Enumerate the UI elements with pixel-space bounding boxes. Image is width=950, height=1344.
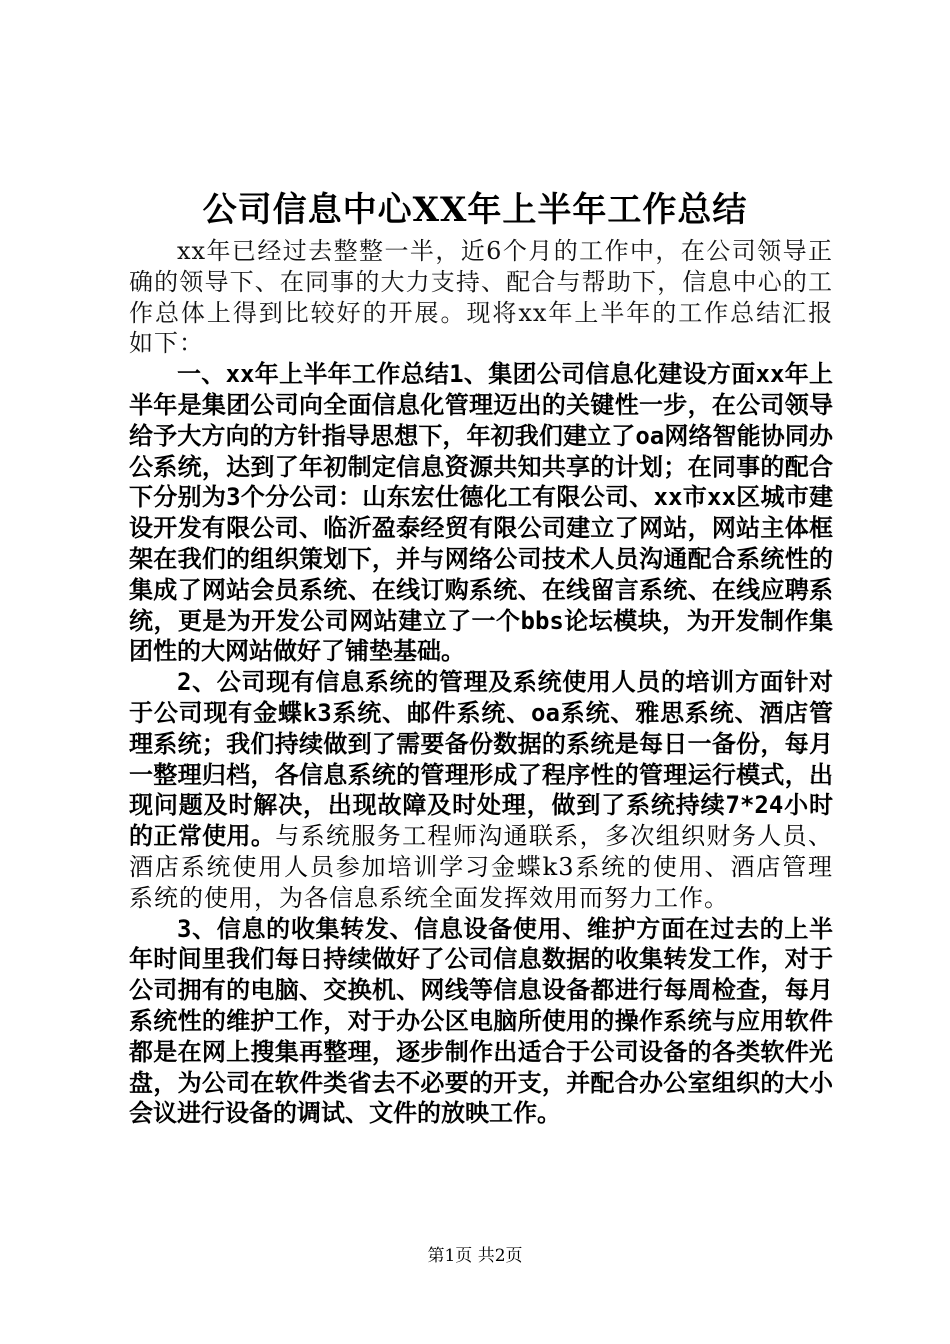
section-1-paragraph: 一、xx年上半年工作总结1、集团公司信息化建设方面xx年上半年是集团公司向全面信息化管理迈出的关键性一步，在公司领导给予大方向的方针指导思想下，年初我们建立了oa网络智能协同办公系统，达到了年初制定信息资源共知共享的计划；在同事的配合下分别为3个分公司：山东宏仕德化工有限公司、xx市xx区城市建设开发有限公司、临沂盈泰经贸有限公司建立了网站，网站主体框架在我们的组织策划下，并与网络公司技术人员沟通配合系统性的集成了网站会员系统、在线订购系统、在线留言系统、在线应聘系统，更是为开发公司网站建立了一个bbs论坛模块，为开发制作集团性的大网站做好了铺垫基础。 (129, 360, 833, 666)
document-body (129, 236, 833, 1129)
section-2-paragraph (129, 667, 833, 913)
section-3-paragraph: 3、信息的收集转发、信息设备使用、维护方面在过去的上半年时间里我们每日持续做好了公司信息数据的收集转发工作，对于公司拥有的电脑、交换机、网线等信息设备都进行每周检查，每月系统性的维护工作，对于办公区电脑所使用的操作系统与应用软件都是在网上搜集再整理，逐步制作出适合于公司设备的各类软件光盘，为公司在软件类省去不必要的开支，并配合办公室组织的大小会议进行设备的调试、文件的放映工作。 (129, 914, 833, 1128)
page-number-footer: 第1页 共2页 (427, 1246, 523, 1266)
document-title: 公司信息中心XX年上半年工作总结 (202, 190, 748, 230)
intro-paragraph: xx年已经过去整整一半，近6个月的工作中，在公司领导正确的领导下、在同事的大力支持、配合与帮助下，信息中心的工作总体上得到比较好的开展。现将xx年上半年的工作总结汇报如下： (129, 237, 833, 358)
section-2-bold-text: 2、公司现有信息系统的管理及系统使用人员的培训方面针对于公司现有金蝶k3系统、邮件系统、oa系统、雅思系统、酒店管理系统；我们持续做到了需要备份数据的系统是每日一备份，每月一整理归档，各信息系统的管理形成了程序性的管理运行模式，出现问题及时解决，出现故障及时处理，做到了系统持续7*24小时的正常使用。 (129, 668, 833, 851)
section-2-thin-text: 与系统服务工程师沟通联系，多次组织财务人员、酒店系统使用人员参加培训学习金蝶k3系统的使用、酒店管理系统的使用，为各信息系统全面发挥效用而努力工作。 (129, 822, 834, 912)
